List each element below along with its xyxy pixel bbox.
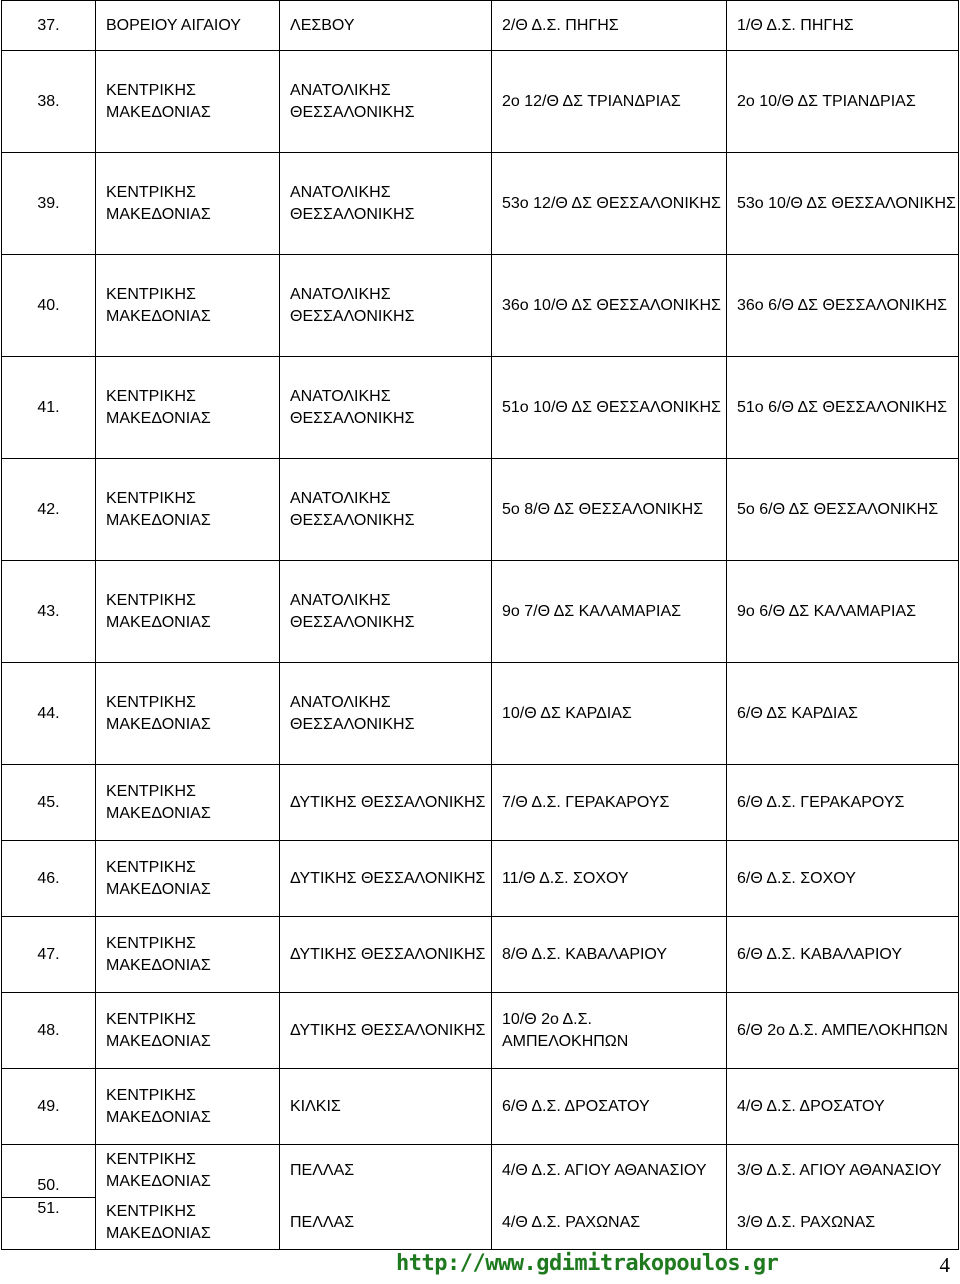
- footer-url[interactable]: http://www.gdimitrakopoulos.gr: [396, 1251, 779, 1276]
- from-school-cell: [492, 765, 727, 841]
- region-cell: [96, 153, 280, 255]
- area-cell: [280, 765, 492, 841]
- area-cell-line: ΘΕΣΣΑΛΟΝΙΚΗΣ: [290, 307, 415, 325]
- to-school-cell: [727, 561, 959, 663]
- area-cell-line: ΔΥΤΙΚΗΣ ΘΕΣΣΑΛΟΝΙΚΗΣ: [290, 1021, 486, 1039]
- row-number: 45.: [37, 793, 60, 811]
- area-cell-line: ΑΝΑΤΟΛΙΚΗΣ: [290, 591, 391, 609]
- row-number: 37.: [37, 16, 60, 34]
- region-cell: [96, 1145, 280, 1250]
- from-school-cell-line: 7/Θ Δ.Σ. ΓΕΡΑΚΑΡΟΥΣ: [502, 793, 670, 811]
- region-cell-line: ΚΕΝΤΡΙΚΗΣ: [106, 782, 196, 800]
- to-school-cell: [727, 255, 959, 357]
- area-cell-line: ΘΕΣΣΑΛΟΝΙΚΗΣ: [290, 511, 415, 529]
- area-cell-line: ΑΝΑΤΟΛΙΚΗΣ: [290, 81, 391, 99]
- to-school-cell-line: 53ο 10/Θ ΔΣ ΘΕΣΣΑΛΟΝΙΚΗΣ: [737, 194, 956, 212]
- region-cell-line: ΚΕΝΤΡΙΚΗΣ: [106, 1010, 196, 1028]
- to-school-cell: [727, 51, 959, 153]
- table-row: [2, 917, 959, 993]
- to-school-cell-line: 6/Θ Δ.Σ. ΚΑΒΑΛΑΡΙΟΥ: [737, 945, 903, 963]
- to-school-cell-line: 9ο 6/Θ ΔΣ ΚΑΛΑΜΑΡΙΑΣ: [737, 602, 916, 620]
- area-cell-line: ΘΕΣΣΑΛΟΝΙΚΗΣ: [290, 409, 415, 427]
- region-cell-line: ΚΕΝΤΡΙΚΗΣ: [106, 858, 196, 876]
- region-cell-line: ΜΑΚΕΔΟΝΙΑΣ: [106, 409, 211, 427]
- page-number: 4: [939, 1253, 950, 1277]
- to-text: 3/Θ Δ.Σ. ΑΓΙΟΥ ΑΘΑΝΑΣΙΟΥ: [737, 1162, 942, 1179]
- from-school-cell-line: 51ο 10/Θ ΔΣ ΘΕΣΣΑΛΟΝΙΚΗΣ: [502, 398, 721, 416]
- region-cell-line: ΜΑΚΕΔΟΝΙΑΣ: [106, 307, 211, 325]
- from-school-cell-line: 11/Θ Δ.Σ. ΣΟΧΟΥ: [502, 869, 629, 887]
- region-cell-line: ΚΕΝΤΡΙΚΗΣ: [106, 591, 196, 609]
- from-school-cell: [492, 153, 727, 255]
- region-cell-line: ΒΟΡΕΙΟΥ ΑΙΓΑΙΟΥ: [106, 16, 241, 34]
- row-number-cell: [2, 1069, 96, 1145]
- area-cell-line: ΘΕΣΣΑΛΟΝΙΚΗΣ: [290, 205, 415, 223]
- area-cell: [280, 357, 492, 459]
- region-cell-line: ΚΕΝΤΡΙΚΗΣ: [106, 1086, 196, 1104]
- to-school-cell: [727, 1, 959, 51]
- to-school-cell-line: 2ο 10/Θ ΔΣ ΤΡΙΑΝΔΡΙΑΣ: [737, 92, 916, 110]
- row-number-cell: [2, 663, 96, 765]
- to-school-cell-line: 1/Θ Δ.Σ. ΠΗΓΗΣ: [737, 16, 854, 34]
- row-number: 42.: [37, 500, 60, 518]
- table-row: [2, 51, 959, 153]
- area-cell: [280, 255, 492, 357]
- table-row: [2, 561, 959, 663]
- area-cell: [280, 561, 492, 663]
- table-body: [2, 1, 959, 1250]
- row-number-cell: [2, 561, 96, 663]
- region-cell: [96, 1069, 280, 1145]
- row-number: 38.: [37, 92, 60, 110]
- region-cell-line: ΚΕΝΤΡΙΚΗΣ: [106, 387, 196, 405]
- area-text: ΠΕΛΛΑΣ: [290, 1214, 355, 1231]
- to-cell: [727, 1145, 959, 1250]
- region-cell-line: ΜΑΚΕΔΟΝΙΑΣ: [106, 103, 211, 121]
- region-cell: [96, 255, 280, 357]
- region-cell: [96, 917, 280, 993]
- region-cell: [96, 765, 280, 841]
- from-school-cell: [492, 841, 727, 917]
- region-cell-line: ΜΑΚΕΔΟΝΙΑΣ: [106, 804, 211, 822]
- table-row: [2, 1069, 959, 1145]
- page-footer: [0, 1251, 960, 1284]
- row-number-cell: [2, 51, 96, 153]
- row-number: 44.: [37, 704, 60, 722]
- area-cell-line: ΘΕΣΣΑΛΟΝΙΚΗΣ: [290, 103, 415, 121]
- area-cell-line: ΘΕΣΣΑΛΟΝΙΚΗΣ: [290, 715, 415, 733]
- area-cell-line: ΔΥΤΙΚΗΣ ΘΕΣΣΑΛΟΝΙΚΗΣ: [290, 945, 486, 963]
- area-cell: [280, 663, 492, 765]
- area-cell-line: ΔΥΤΙΚΗΣ ΘΕΣΣΑΛΟΝΙΚΗΣ: [290, 793, 486, 811]
- to-school-cell: [727, 663, 959, 765]
- from-school-cell-line: ΑΜΠΕΛΟΚΗΠΩΝ: [502, 1032, 629, 1050]
- region-cell-line: ΜΑΚΕΔΟΝΙΑΣ: [106, 715, 211, 733]
- area-cell-line: ΑΝΑΤΟΛΙΚΗΣ: [290, 693, 391, 711]
- row-number-cell: [2, 1145, 96, 1250]
- region-cell-line: ΜΑΚΕΔΟΝΙΑΣ: [106, 880, 211, 898]
- area-cell: [280, 153, 492, 255]
- region-cell-line: ΚΕΝΤΡΙΚΗΣ: [106, 489, 196, 507]
- region-cell-line: ΜΑΚΕΔΟΝΙΑΣ: [106, 511, 211, 529]
- row-number-cell: [2, 765, 96, 841]
- area-cell: [280, 51, 492, 153]
- region-cell-line: ΜΑΚΕΔΟΝΙΑΣ: [106, 1032, 211, 1050]
- from-school-cell: [492, 561, 727, 663]
- region-cell: [96, 663, 280, 765]
- row-number: 41.: [37, 398, 60, 416]
- row-number: 40.: [37, 296, 60, 314]
- from-school-cell-line: 53ο 12/Θ ΔΣ ΘΕΣΣΑΛΟΝΙΚΗΣ: [502, 194, 721, 212]
- area-cell: [280, 993, 492, 1069]
- area-cell: [280, 841, 492, 917]
- from-school-cell: [492, 1, 727, 51]
- to-school-cell-line: 6/Θ Δ.Σ. ΓΕΡΑΚΑΡΟΥΣ: [737, 793, 905, 811]
- from-school-cell-line: 10/Θ 2ο Δ.Σ.: [502, 1010, 592, 1028]
- row-number: 47.: [37, 945, 60, 963]
- from-school-cell-line: 6/Θ Δ.Σ. ΔΡΟΣΑΤΟΥ: [502, 1097, 650, 1115]
- row-number: 51.: [37, 1199, 60, 1217]
- from-school-cell-line: 2/Θ Δ.Σ. ΠΗΓΗΣ: [502, 16, 619, 34]
- from-cell: [492, 1145, 727, 1250]
- row-number-cell: [2, 255, 96, 357]
- region-cell-line: ΚΕΝΤΡΙΚΗΣ: [106, 285, 196, 303]
- area-cell: [280, 459, 492, 561]
- to-school-cell-line: 5ο 6/Θ ΔΣ ΘΕΣΣΑΛΟΝΙΚΗΣ: [737, 500, 939, 518]
- from-text: 4/Θ Δ.Σ. ΡΑΧΩΝΑΣ: [502, 1214, 641, 1231]
- area-cell-line: ΛΕΣΒΟΥ: [290, 16, 355, 34]
- to-school-cell: [727, 357, 959, 459]
- region-cell-line: ΚΕΝΤΡΙΚΗΣ: [106, 81, 196, 99]
- region-cell-line: ΜΑΚΕΔΟΝΙΑΣ: [106, 613, 211, 631]
- area-cell-line: ΑΝΑΤΟΛΙΚΗΣ: [290, 387, 391, 405]
- area-cell-line: ΔΥΤΙΚΗΣ ΘΕΣΣΑΛΟΝΙΚΗΣ: [290, 869, 486, 887]
- from-school-cell-line: 2ο 12/Θ ΔΣ ΤΡΙΑΝΔΡΙΑΣ: [502, 92, 681, 110]
- from-school-cell: [492, 357, 727, 459]
- schools-table: [1, 0, 959, 1250]
- region-cell: [96, 459, 280, 561]
- to-school-cell-line: 4/Θ Δ.Σ. ΔΡΟΣΑΤΟΥ: [737, 1097, 885, 1115]
- from-text: 4/Θ Δ.Σ. ΑΓΙΟΥ ΑΘΑΝΑΣΙΟΥ: [502, 1162, 707, 1179]
- region-cell-line: ΜΑΚΕΔΟΝΙΑΣ: [106, 205, 211, 223]
- row-number-cell: [2, 1, 96, 51]
- region-cell: [96, 51, 280, 153]
- from-school-cell-line: 8/Θ Δ.Σ. ΚΑΒΑΛΑΡΙΟΥ: [502, 945, 668, 963]
- to-school-cell: [727, 765, 959, 841]
- area-cell-line: ΘΕΣΣΑΛΟΝΙΚΗΣ: [290, 613, 415, 631]
- table-row: [2, 153, 959, 255]
- to-school-cell-line: 51ο 6/Θ ΔΣ ΘΕΣΣΑΛΟΝΙΚΗΣ: [737, 398, 947, 416]
- row-number-cell: [2, 993, 96, 1069]
- row-number-cell: [2, 917, 96, 993]
- region-cell-line: ΚΕΝΤΡΙΚΗΣ: [106, 934, 196, 952]
- table-row: [2, 459, 959, 561]
- from-school-cell: [492, 255, 727, 357]
- area-cell-line: ΚΙΛΚΙΣ: [290, 1097, 341, 1115]
- area-text: ΠΕΛΛΑΣ: [290, 1162, 355, 1179]
- row-number: 49.: [37, 1097, 60, 1115]
- row-number: 39.: [37, 194, 60, 212]
- area-cell: [280, 1145, 492, 1250]
- from-school-cell: [492, 993, 727, 1069]
- table-row: [2, 663, 959, 765]
- region-cell-line: ΚΕΝΤΡΙΚΗΣ: [106, 183, 196, 201]
- row-number: 43.: [37, 602, 60, 620]
- region-cell: [96, 1, 280, 51]
- to-school-cell-line: 36ο 6/Θ ΔΣ ΘΕΣΣΑΛΟΝΙΚΗΣ: [737, 296, 947, 314]
- area-cell: [280, 1069, 492, 1145]
- to-school-cell-line: 6/Θ ΔΣ ΚΑΡΔΙΑΣ: [737, 704, 858, 722]
- row-number-cell: [2, 357, 96, 459]
- region-cell-line: ΜΑΚΕΔΟΝΙΑΣ: [106, 956, 211, 974]
- region-cell-line: ΜΑΚΕΔΟΝΙΑΣ: [106, 1108, 211, 1126]
- to-school-cell: [727, 1069, 959, 1145]
- to-school-cell: [727, 993, 959, 1069]
- row-number-cell: [2, 153, 96, 255]
- to-school-cell: [727, 459, 959, 561]
- table-row: [2, 357, 959, 459]
- area-cell-line: ΑΝΑΤΟΛΙΚΗΣ: [290, 183, 391, 201]
- region-cell: [96, 841, 280, 917]
- table-row: [2, 841, 959, 917]
- region-cell: [96, 357, 280, 459]
- region-text: ΜΑΚΕΔΟΝΙΑΣ: [106, 1173, 211, 1190]
- row-number: 46.: [37, 869, 60, 887]
- area-cell: [280, 1, 492, 51]
- to-school-cell-line: 6/Θ Δ.Σ. ΣΟΧΟΥ: [737, 869, 856, 887]
- from-school-cell: [492, 459, 727, 561]
- from-school-cell: [492, 51, 727, 153]
- region-cell: [96, 561, 280, 663]
- from-school-cell: [492, 663, 727, 765]
- area-cell-line: ΑΝΑΤΟΛΙΚΗΣ: [290, 285, 391, 303]
- to-text: 3/Θ Δ.Σ. ΡΑΧΩΝΑΣ: [737, 1214, 876, 1231]
- from-school-cell-line: 9ο 7/Θ ΔΣ ΚΑΛΑΜΑΡΙΑΣ: [502, 602, 681, 620]
- region-cell: [96, 993, 280, 1069]
- table-row: [2, 1145, 959, 1250]
- to-school-cell: [727, 153, 959, 255]
- table-row: [2, 993, 959, 1069]
- to-school-cell: [727, 917, 959, 993]
- row-number: 48.: [37, 1021, 60, 1039]
- row-number-cell: [2, 459, 96, 561]
- region-text: ΚΕΝΤΡΙΚΗΣ: [106, 1151, 196, 1168]
- from-school-cell-line: 10/Θ ΔΣ ΚΑΡΔΙΑΣ: [502, 704, 632, 722]
- table-row: [2, 255, 959, 357]
- from-school-cell: [492, 917, 727, 993]
- from-school-cell: [492, 1069, 727, 1145]
- region-cell-line: ΚΕΝΤΡΙΚΗΣ: [106, 693, 196, 711]
- area-cell: [280, 917, 492, 993]
- area-cell-line: ΑΝΑΤΟΛΙΚΗΣ: [290, 489, 391, 507]
- row-number: 50.: [37, 1176, 60, 1194]
- region-text: ΜΑΚΕΔΟΝΙΑΣ: [106, 1225, 211, 1242]
- region-text: ΚΕΝΤΡΙΚΗΣ: [106, 1203, 196, 1220]
- to-school-cell-line: 6/Θ 2ο Δ.Σ. ΑΜΠΕΛΟΚΗΠΩΝ: [737, 1021, 948, 1039]
- table-row: [2, 765, 959, 841]
- from-school-cell-line: 36ο 10/Θ ΔΣ ΘΕΣΣΑΛΟΝΙΚΗΣ: [502, 296, 721, 314]
- table-row: [2, 1, 959, 51]
- to-school-cell: [727, 841, 959, 917]
- from-school-cell-line: 5ο 8/Θ ΔΣ ΘΕΣΣΑΛΟΝΙΚΗΣ: [502, 500, 704, 518]
- row-number-cell: [2, 841, 96, 917]
